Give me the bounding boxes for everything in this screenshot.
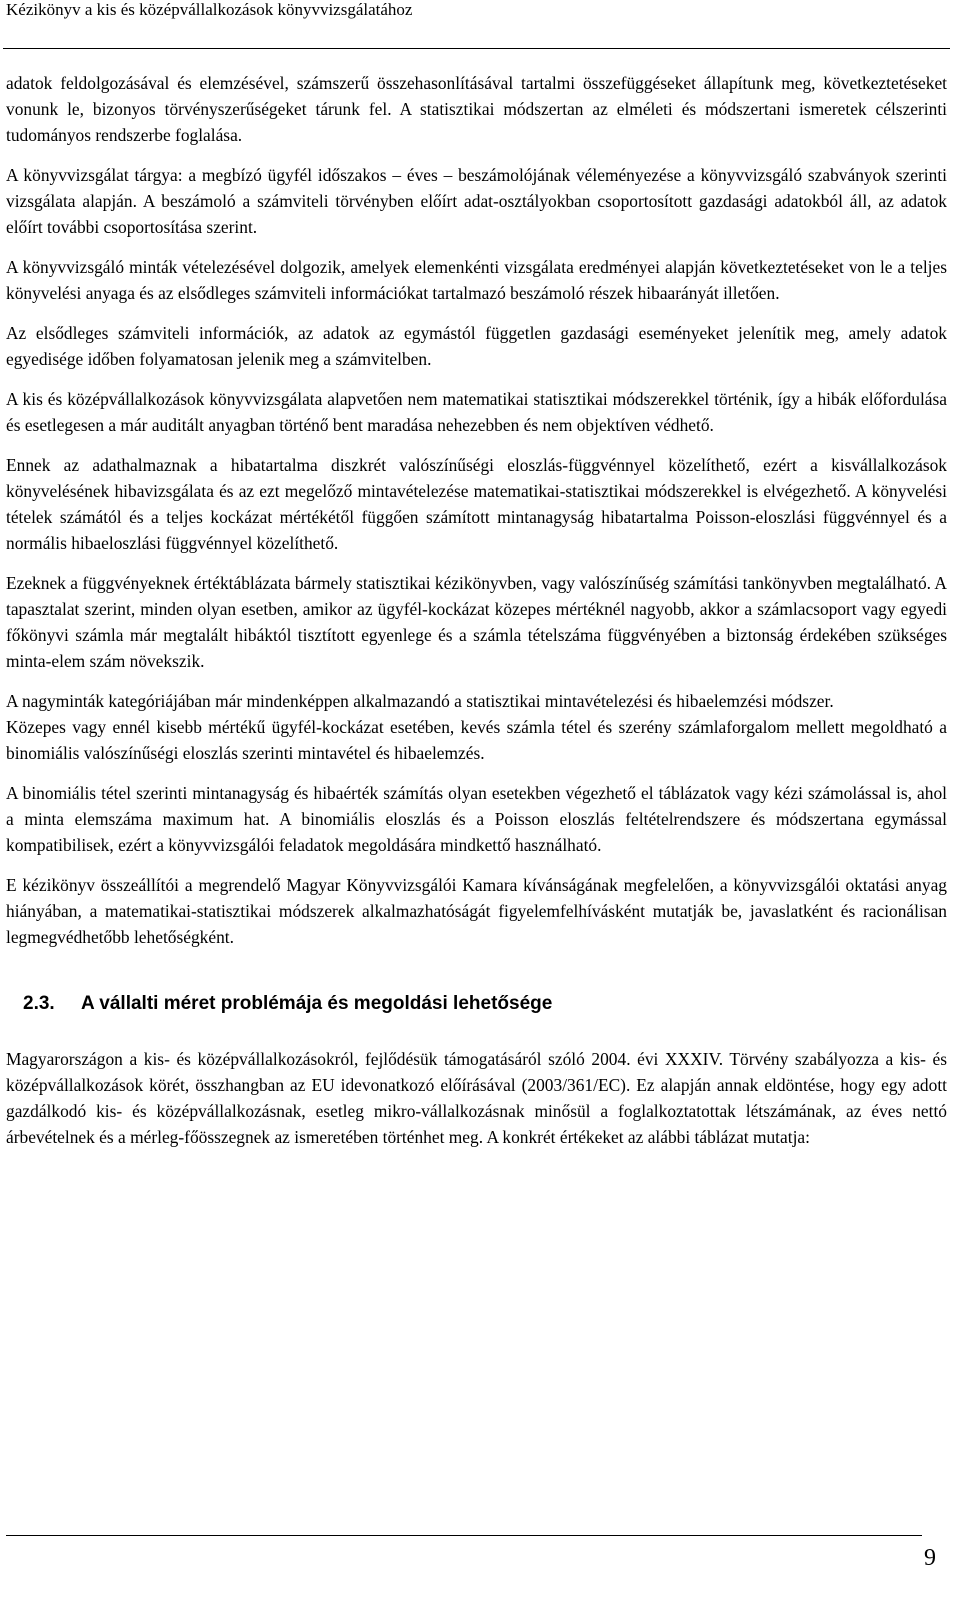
header-rule	[3, 48, 950, 49]
footer-rule	[6, 1535, 922, 1536]
paragraph-sme-law: Magyarországon a kis- és középvállalkozásokról, fejlődésük támogatásáról szóló 2004. évi XXXIV. Törvény szabályozza a kis- és középvállalkozások körét, összhangban az EU idevonatkozó előírásával (2003/361/EC). Ez alapján annak eldöntése, hogy egy adott gazdálkodó kis- és középvállalkozásnak, esetleg mikro-vállalkozásnak minősül a foglalkoztatottak létszámának, az éves nettó árbevételnek és a mérleg-főösszegnek az ismeretében történhet meg. A konkrét értékeket az alábbi táblázat mutatja:	[6, 1049, 947, 1147]
paragraph-large-samples: A nagyminták kategóriájában már mindenképpen alkalmazandó a statisztikai mintavételezési és hibaelemzési módszer.	[6, 691, 834, 711]
paragraph-sme-audit: A kis és középvállalkozások könyvvizsgálata alapvetően nem matematikai statisztikai módszerekkel történik, így a hibák előfordulása és esetlegesen a már auditált anyagban történő bent maradása nehezebben és nem objektíven védhető.	[6, 389, 947, 435]
paragraph-statistics-methodology: adatok feldolgozásával és elemzésével, számszerű összehasonlításával tartalmi összefüggéseket állapítunk meg, következtetéseket vonunk le, bizonyos törvényszerűségeket tárunk fel. A statisztikai módszertan az elméleti és módszertani ismeretek célszerinti tudományos rendszerbe foglalása.	[6, 73, 947, 145]
paragraph-handbook-compilers: E kézikönyv összeállítói a megrendelő Magyar Könyvvizsgálói Kamara kívánságának megfelelően, a könyvvizsgálói oktatási anyag hiányában, a matematikai-statisztikai módszerek alkalmazhatóságát figyelemfelhívásként mutatják be, javaslatként és racionálisan legmegvédhetőbb lehetőségként.	[6, 875, 947, 947]
paragraph-error-distribution: Ennek az adathalmaznak a hibatartalma diszkrét valószínűségi eloszlás-függvénnyel közelíthető, ezért a kisvállalkozások könyvelésének hibavizsgálata és az ezt megelőző mintavételezése matematikai-statisztikai módszerekkel is elvégezhető. A könyvelési tételek számától és a teljes kockázat mértékétől függően számított mintanagyság hibatartalma Poisson-eloszlási függvénnyel és a normális hibaeloszlási függvénnyel közelíthető.	[6, 455, 947, 553]
paragraph-binomial: A binomiális tétel szerinti mintanagyság és hibaérték számítás olyan esetekben végezhető el táblázatok vagy kézi számolással is, ahol a minta elemszáma maximum hat. A binomiális eloszlás és a Poisson eloszlás feltételrendszere és módszertana egymással kompatibilisek, ezért a könyvvizsgálói feladatok megoldására mindkettő használható.	[6, 783, 947, 855]
body-text	[6, 70, 947, 1150]
paragraph-value-tables: Ezeknek a függvényeknek értéktáblázata bármely statisztikai kézikönyvben, vagy valószínűség számítási tankönyvben megtalálható. A tapasztalat szerint, minden olyan esetben, amikor az ügyfél-kockázat közepes mértéknél nagyobb, akkor a számlacsoport vagy egyedi főkönyvi számla már megtalált hibáktól tisztított egyenlege és a számla tételszáma függvényében a biztonság érdekében szükséges minta-elem szám növekszik.	[6, 573, 947, 671]
running-header: Kézikönyv a kis és középvállalkozások könyvvizsgálatához	[6, 0, 413, 19]
paragraph-audit-subject: A könyvvizsgálat tárgya: a megbízó ügyfél időszakos – éves – beszámolójának véleményezése a könyvvizsgáló szabványok szerinti vizsgálata alapján. A beszámoló a számviteli törvényben előírt adat-osztályokban csoportosított gazdasági adatokból áll, az adatok előírt további csoportosítása szerint.	[6, 165, 947, 237]
paragraph-sampling: A könyvvizsgáló minták vételezésével dolgozik, amelyek elemenkénti vizsgálata eredményei alapján következtetéseket von le a teljes könyvelési anyaga és az elsődleges számviteli információkat tartalmazó beszámoló részek hibaarányát illetően.	[6, 257, 947, 303]
page-number: 9	[924, 1545, 936, 1571]
section-title: A vállalti méret problémája és megoldási lehetősége	[81, 993, 553, 1014]
section-number: 2.3.	[23, 993, 55, 1014]
paragraph-primary-information: Az elsődleges számviteli információk, az adatok az egymástól független gazdasági eseményeket jelenítik meg, amely adatok egyedisége időben folyamatosan jelenik meg a számvitelben.	[6, 323, 947, 369]
paragraph-medium-risk: Közepes vagy ennél kisebb mértékű ügyfél-kockázat esetében, kevés számla tétel és szerény számlaforgalom mellett megoldható a binomiális valószínűségi eloszlás szerinti mintavétel és hibaelemzés.	[6, 717, 947, 763]
section-heading	[23, 992, 947, 1016]
